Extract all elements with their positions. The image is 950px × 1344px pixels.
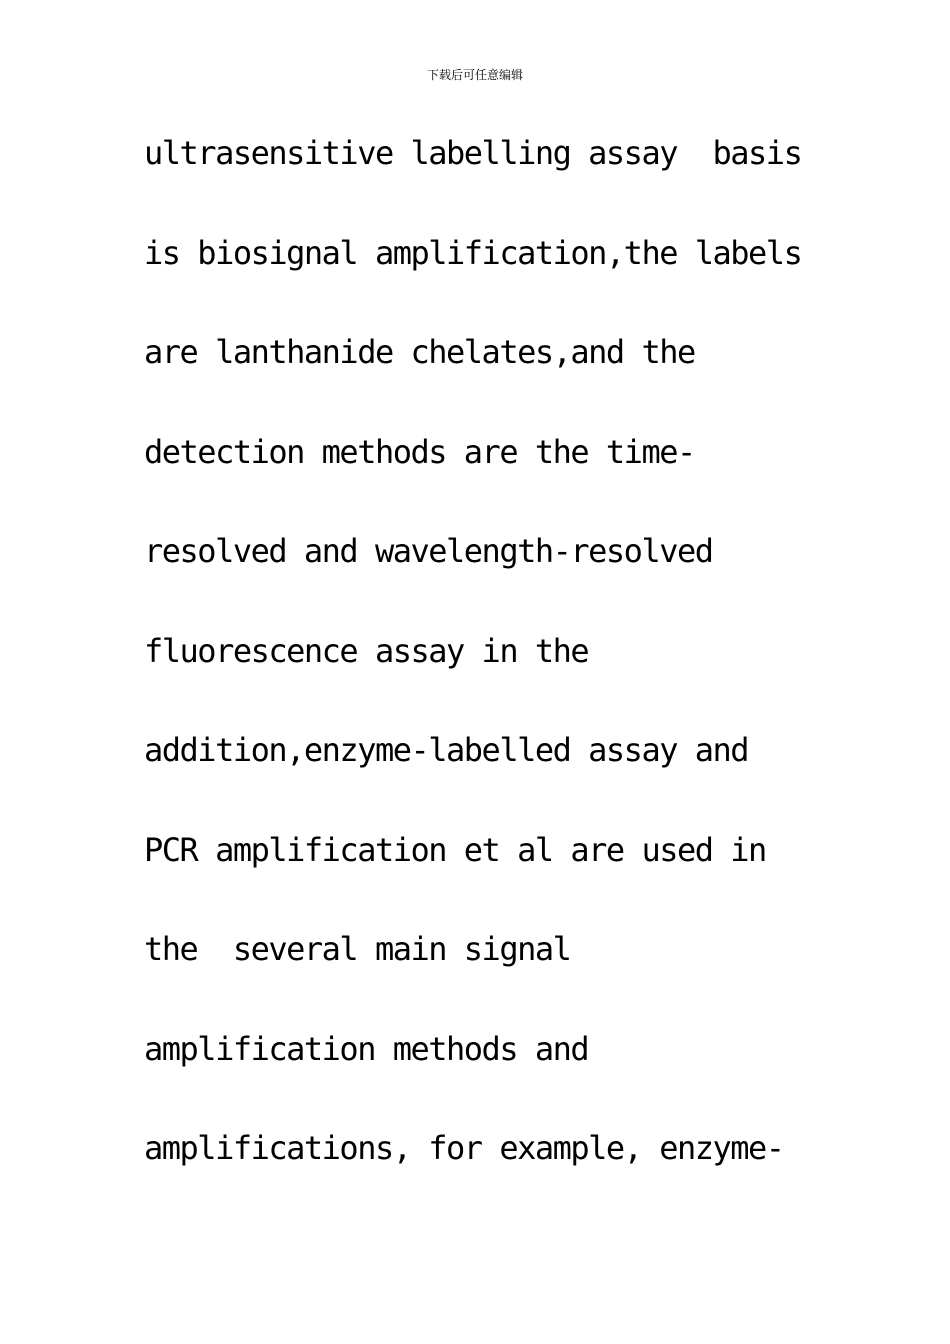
text-line: resolved and wavelength-resolved (144, 532, 713, 570)
text-line: ultrasensitive labelling assay basis (144, 134, 802, 172)
text-line: are lanthanide chelates,and the (144, 333, 695, 371)
text-line: amplification methods and (144, 1029, 589, 1068)
text-line: amplifications, for example, enzyme- (144, 1129, 784, 1167)
text-line: addition,enzyme-labelled assay and (144, 731, 749, 769)
text-line: the several main signal (144, 930, 571, 968)
text-line: detection methods are the time- (144, 432, 695, 471)
text-line: is biosignal amplification,the labels (144, 233, 802, 272)
page-header: 下载后可任意编辑 (426, 68, 523, 82)
text-line: fluorescence assay in the (144, 631, 589, 670)
text-line: PCR amplification et al are used in (144, 830, 766, 869)
